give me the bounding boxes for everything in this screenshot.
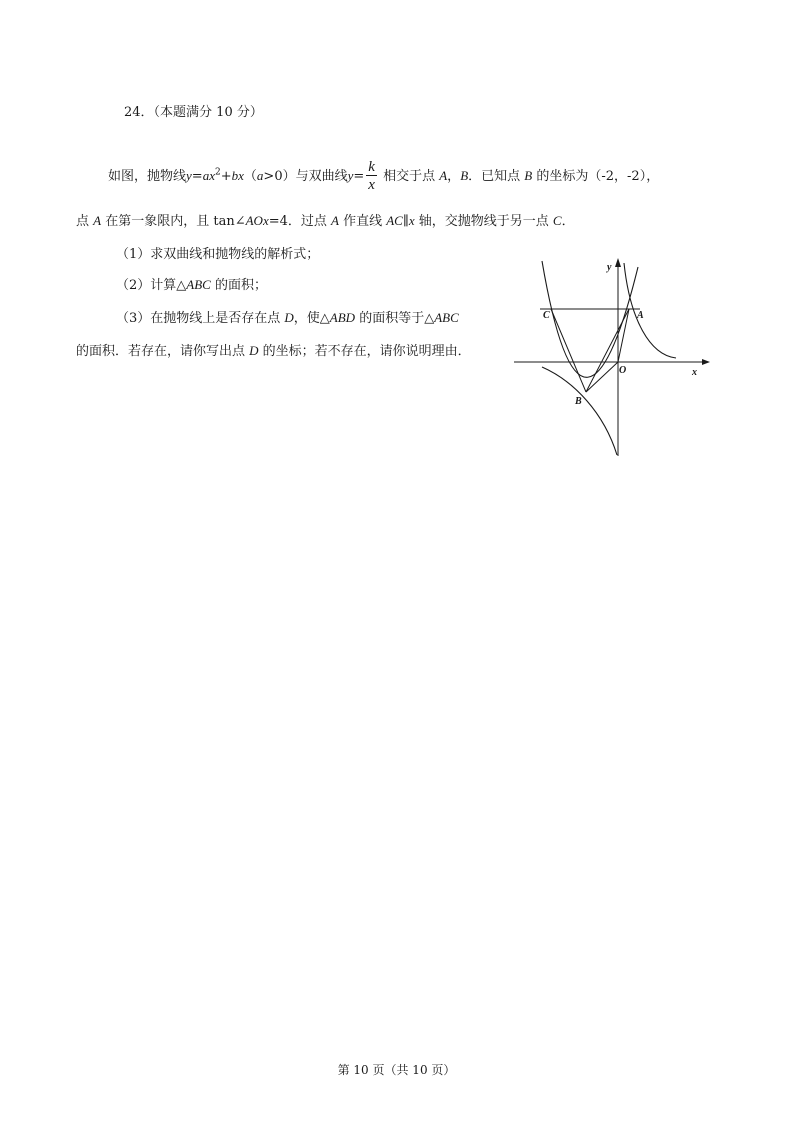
fraction-denominator: x	[368, 177, 375, 193]
page-footer: 第 10 页（共 10 页）	[337, 1063, 456, 1077]
intro-text: 的坐标为（-2，-2），	[532, 169, 660, 184]
var-y: y	[347, 168, 354, 183]
label-y-axis: y	[607, 262, 612, 273]
point-b: B	[524, 168, 533, 183]
sub-question-1: （1）求双曲线和抛物线的解析式；	[116, 247, 320, 262]
segment-bc	[551, 309, 586, 392]
intro-text: 点	[76, 214, 94, 229]
question-header	[124, 101, 263, 120]
exponent: 2	[214, 167, 221, 178]
parallel-symbol: ∥	[402, 214, 409, 229]
sub3-text: 的面积等于△	[355, 311, 435, 326]
y-axis-arrow-icon	[615, 258, 621, 267]
period: ．	[561, 214, 575, 229]
sub3-text: 的坐标；若不存在，请你说明理由．	[258, 344, 471, 359]
intro-text: =4．过点	[268, 214, 332, 229]
intro-text: 相交于点	[378, 169, 440, 184]
triangle-abd: ABD	[329, 310, 356, 325]
question-number: 24．	[124, 105, 154, 120]
intro-text: >0）与双曲线	[263, 169, 348, 184]
point-b: B	[460, 168, 469, 183]
var-x: x	[408, 213, 415, 228]
point-c: C	[552, 213, 562, 228]
sub-question-3-continued	[76, 340, 471, 359]
label-point-a: A	[637, 310, 644, 321]
segment-ab	[586, 309, 629, 392]
sub-question-3	[116, 307, 459, 326]
hyperbola-branch-first-quadrant	[624, 263, 676, 358]
point-d: D	[284, 310, 294, 325]
fraction-k-over-x	[366, 160, 377, 193]
point-a: A	[93, 213, 102, 228]
question-intro-line-1	[108, 160, 659, 193]
question-intro-line-2	[76, 210, 575, 229]
label-origin-o: O	[619, 365, 627, 376]
equals: =	[191, 169, 203, 184]
sub3-text: 的面积．若存在，请你写出点	[76, 344, 250, 359]
equals: =	[353, 169, 365, 184]
sub2-text: 的面积；	[210, 278, 267, 293]
intro-text: 如图，抛物线	[108, 169, 187, 184]
intro-text: 在第一象限内，且 tan∠	[101, 214, 246, 229]
var-x: x	[209, 168, 215, 183]
triangle-abc: ABC	[434, 310, 459, 325]
intro-text: ．已知点	[468, 169, 525, 184]
point-a: A	[331, 213, 339, 228]
var-a: a	[202, 168, 210, 183]
comma: ，	[447, 169, 461, 184]
fraction-numerator: k	[368, 159, 375, 175]
angle-aox: AOx	[245, 213, 269, 228]
hyperbola-branch-third-quadrant	[542, 367, 617, 455]
line-ac: AC	[386, 213, 403, 228]
sub-question-2	[116, 274, 267, 293]
label-point-c: C	[543, 310, 550, 321]
intro-text: 作直线	[338, 214, 387, 229]
triangle-abc: ABC	[186, 277, 211, 292]
label-point-b: B	[575, 396, 582, 407]
sub2-text: （2）计算△	[116, 278, 187, 293]
var-x: x	[238, 168, 244, 183]
var-a: a	[256, 168, 264, 183]
label-x-axis: x	[692, 367, 697, 378]
var-b: b	[231, 168, 239, 183]
sub3-text: （3）在抛物线上是否存在点	[116, 311, 285, 326]
intro-text: 轴，交抛物线于另一点	[414, 214, 553, 229]
var-y: y	[186, 168, 192, 183]
function-graph-figure	[512, 255, 712, 461]
x-axis-arrow-icon	[702, 359, 710, 365]
plus: +	[220, 169, 232, 184]
sub3-text: ，使△	[293, 311, 330, 326]
point-d: D	[249, 343, 259, 358]
point-a: A	[439, 168, 448, 183]
paren: （	[243, 169, 257, 184]
question-score: （本题满分 10 分）	[153, 105, 263, 120]
